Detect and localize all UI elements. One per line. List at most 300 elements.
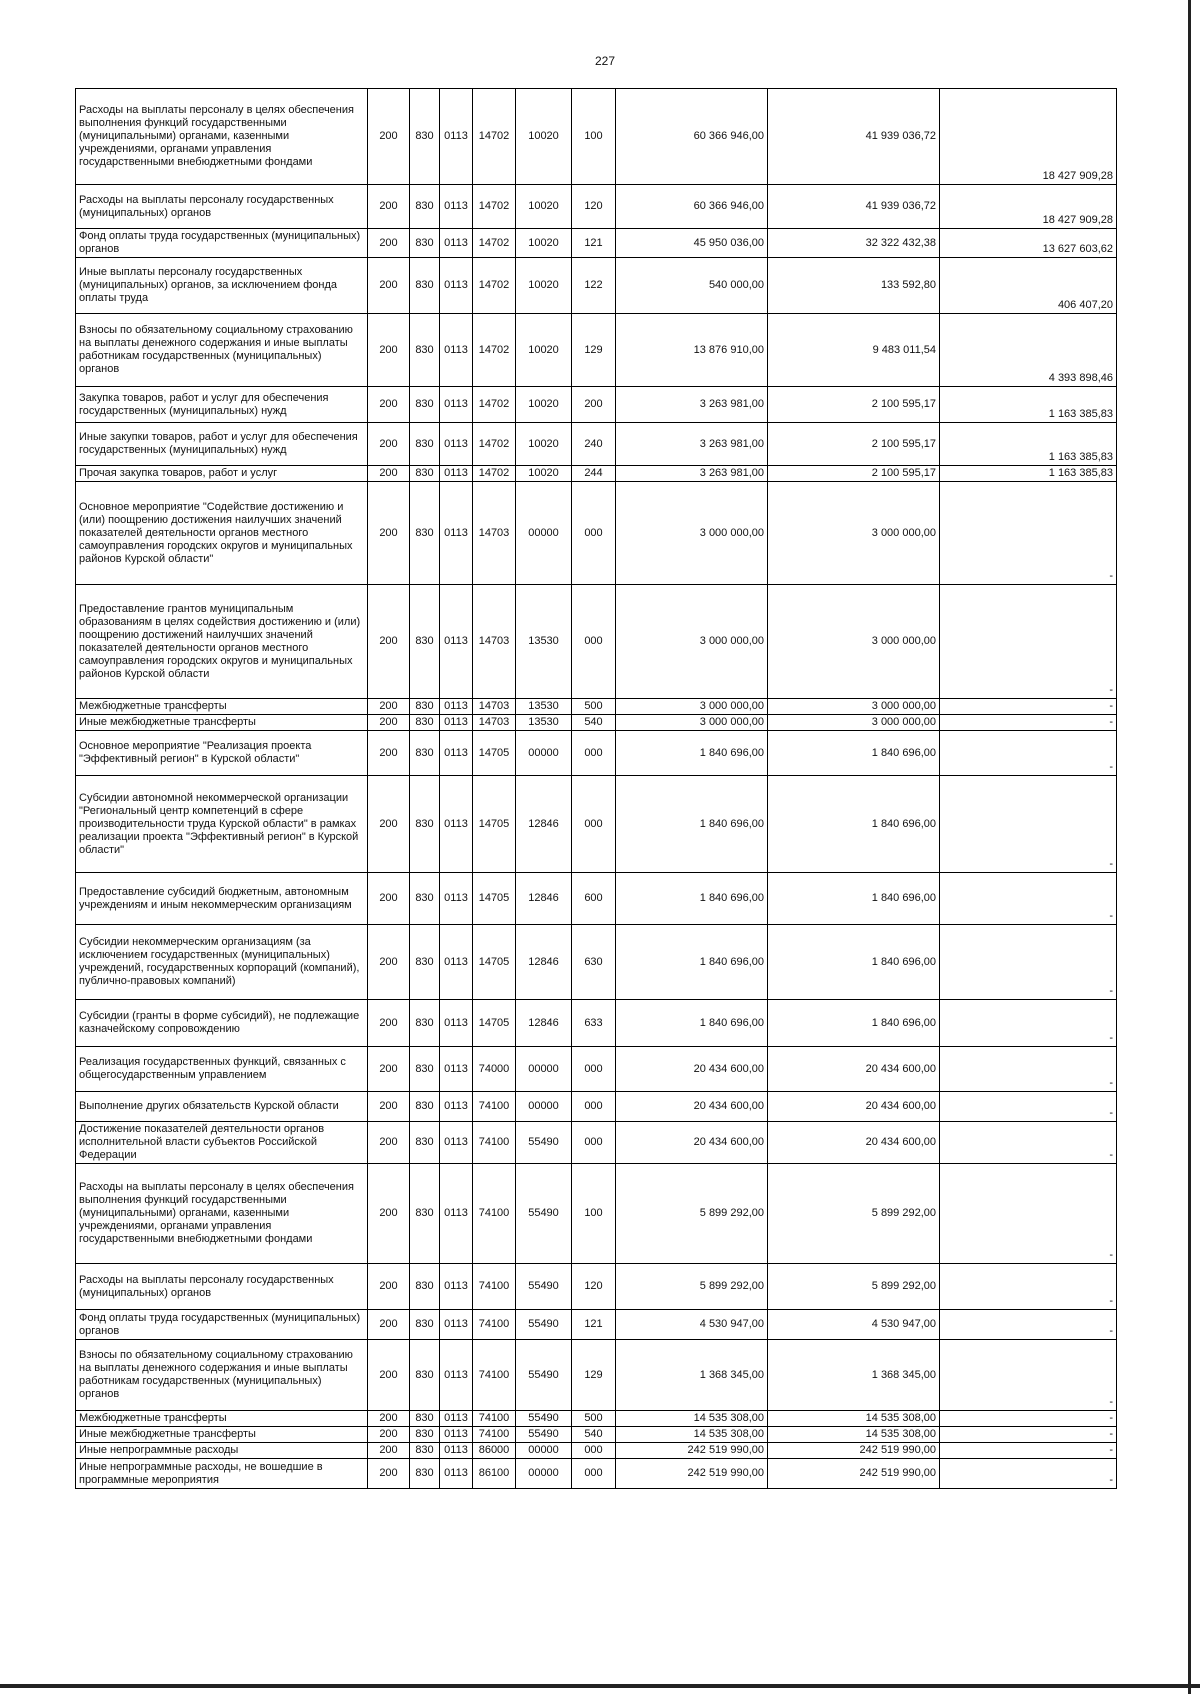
chapter-code-cell: 830: [410, 1047, 440, 1092]
table-row: [76, 185, 1117, 229]
direction-code-cell: 00000: [516, 1047, 572, 1092]
section-code-cell: 0113: [440, 185, 473, 229]
chapter-code-cell: 830: [410, 925, 440, 1000]
section-code-cell: 0113: [440, 585, 473, 699]
expense-type-cell: 000: [572, 585, 616, 699]
table-row: [76, 1047, 1117, 1092]
remainder-amount-cell: -: [940, 1310, 1117, 1340]
approved-amount-cell: 5 899 292,00: [616, 1164, 768, 1264]
remainder-amount-cell: -: [940, 776, 1117, 873]
table-row: [76, 1092, 1117, 1122]
program-code-cell: 74100: [473, 1411, 516, 1427]
program-code-cell: 14703: [473, 482, 516, 585]
page-number: 227: [594, 54, 616, 68]
executed-amount-cell: 3 000 000,00: [768, 699, 940, 715]
program-code-cell: 14705: [473, 1000, 516, 1047]
expense-type-cell: 000: [572, 1443, 616, 1459]
section-code-cell: 0113: [440, 925, 473, 1000]
executed-amount-cell: 242 519 990,00: [768, 1443, 940, 1459]
chapter-code-cell: 830: [410, 873, 440, 925]
chapter-code-cell: 830: [410, 699, 440, 715]
program-code-cell: 74100: [473, 1427, 516, 1443]
table-row: [76, 1459, 1117, 1489]
row-name-cell: Субсидии (гранты в форме субсидий), не подлежащие казначейскому сопровождению: [76, 1000, 368, 1047]
chapter-code-cell: 830: [410, 229, 440, 258]
chapter-code-cell: 830: [410, 423, 440, 466]
chapter-code-cell: 830: [410, 482, 440, 585]
direction-code-cell: 10020: [516, 314, 572, 387]
expense-type-cell: 240: [572, 423, 616, 466]
row-name-cell: Прочая закупка товаров, работ и услуг: [76, 466, 368, 482]
direction-code-cell: 10020: [516, 185, 572, 229]
table-row: [76, 1340, 1117, 1411]
direction-code-cell: 10020: [516, 387, 572, 423]
table-row: [76, 466, 1117, 482]
chapter-code-cell: 830: [410, 314, 440, 387]
approved-amount-cell: 3 263 981,00: [616, 466, 768, 482]
direction-code-cell: 00000: [516, 1443, 572, 1459]
executed-amount-cell: 1 840 696,00: [768, 873, 940, 925]
expense-type-cell: 120: [572, 185, 616, 229]
remainder-amount-cell: 406 407,20: [940, 258, 1117, 314]
approved-amount-cell: 242 519 990,00: [616, 1459, 768, 1489]
admin-code-cell: 200: [368, 731, 410, 776]
admin-code-cell: 200: [368, 925, 410, 1000]
admin-code-cell: 200: [368, 89, 410, 185]
chapter-code-cell: 830: [410, 1340, 440, 1411]
expense-type-cell: 200: [572, 387, 616, 423]
approved-amount-cell: 60 366 946,00: [616, 185, 768, 229]
direction-code-cell: 55490: [516, 1164, 572, 1264]
admin-code-cell: 200: [368, 776, 410, 873]
remainder-amount-cell: -: [940, 715, 1117, 731]
approved-amount-cell: 1 840 696,00: [616, 873, 768, 925]
direction-code-cell: 10020: [516, 466, 572, 482]
remainder-amount-cell: -: [940, 873, 1117, 925]
section-code-cell: 0113: [440, 482, 473, 585]
direction-code-cell: 13530: [516, 715, 572, 731]
row-name-cell: Достижение показателей деятельности органов исполнительной власти субъектов Российской Федерации: [76, 1122, 368, 1164]
row-name-cell: Взносы по обязательному социальному страхованию на выплаты денежного содержания и иные выплаты работникам государственных (муниципальных) органов: [76, 1340, 368, 1411]
expense-type-cell: 121: [572, 1310, 616, 1340]
budget-table-body: [76, 89, 1117, 1489]
executed-amount-cell: 2 100 595,17: [768, 423, 940, 466]
program-code-cell: 14702: [473, 229, 516, 258]
admin-code-cell: 200: [368, 314, 410, 387]
admin-code-cell: 200: [368, 482, 410, 585]
approved-amount-cell: 3 263 981,00: [616, 387, 768, 423]
table-row: [76, 715, 1117, 731]
approved-amount-cell: 3 000 000,00: [616, 699, 768, 715]
direction-code-cell: 00000: [516, 482, 572, 585]
program-code-cell: 74100: [473, 1122, 516, 1164]
section-code-cell: 0113: [440, 1047, 473, 1092]
executed-amount-cell: 41 939 036,72: [768, 185, 940, 229]
direction-code-cell: 10020: [516, 423, 572, 466]
expense-type-cell: 630: [572, 925, 616, 1000]
table-row: [76, 731, 1117, 776]
row-name-cell: Предоставление грантов муниципальным образованиям в целях содействия достижению и (или) поощрению достижений наилучших значений показателей деятельности органов местного самоуправления городских округов и муниципальных районов Курской области: [76, 585, 368, 699]
row-name-cell: Расходы на выплаты персоналу в целях обеспечения выполнения функций государственными (муниципальными) органами, казенными учреждениями, органами управления государственными внебюджетными фондами: [76, 89, 368, 185]
section-code-cell: 0113: [440, 1340, 473, 1411]
admin-code-cell: 200: [368, 258, 410, 314]
table-row: [76, 699, 1117, 715]
approved-amount-cell: 1 840 696,00: [616, 1000, 768, 1047]
executed-amount-cell: 242 519 990,00: [768, 1459, 940, 1489]
direction-code-cell: 55490: [516, 1427, 572, 1443]
expense-type-cell: 129: [572, 314, 616, 387]
approved-amount-cell: 13 876 910,00: [616, 314, 768, 387]
executed-amount-cell: 5 899 292,00: [768, 1164, 940, 1264]
approved-amount-cell: 45 950 036,00: [616, 229, 768, 258]
remainder-amount-cell: -: [940, 1164, 1117, 1264]
chapter-code-cell: 830: [410, 466, 440, 482]
program-code-cell: 14702: [473, 466, 516, 482]
program-code-cell: 14702: [473, 258, 516, 314]
section-code-cell: 0113: [440, 731, 473, 776]
remainder-amount-cell: -: [940, 1264, 1117, 1310]
executed-amount-cell: 32 322 432,38: [768, 229, 940, 258]
program-code-cell: 14703: [473, 715, 516, 731]
section-code-cell: 0113: [440, 387, 473, 423]
remainder-amount-cell: -: [940, 1092, 1117, 1122]
chapter-code-cell: 830: [410, 1092, 440, 1122]
table-row: [76, 387, 1117, 423]
admin-code-cell: 200: [368, 423, 410, 466]
section-code-cell: 0113: [440, 1122, 473, 1164]
row-name-cell: Предоставление субсидий бюджетным, автономным учреждениям и иным некоммерческим организациям: [76, 873, 368, 925]
row-name-cell: Межбюджетные трансферты: [76, 699, 368, 715]
direction-code-cell: 12846: [516, 1000, 572, 1047]
program-code-cell: 14705: [473, 925, 516, 1000]
remainder-amount-cell: 1 163 385,83: [940, 466, 1117, 482]
expense-type-cell: 540: [572, 1427, 616, 1443]
admin-code-cell: 200: [368, 1092, 410, 1122]
table-row: [76, 873, 1117, 925]
table-row: [76, 925, 1117, 1000]
approved-amount-cell: 60 366 946,00: [616, 89, 768, 185]
expense-type-cell: 129: [572, 1340, 616, 1411]
admin-code-cell: 200: [368, 1310, 410, 1340]
remainder-amount-cell: -: [940, 1047, 1117, 1092]
section-code-cell: 0113: [440, 1411, 473, 1427]
expense-type-cell: 633: [572, 1000, 616, 1047]
direction-code-cell: 10020: [516, 258, 572, 314]
section-code-cell: 0113: [440, 776, 473, 873]
row-name-cell: Реализация государственных функций, связанных с общегосударственным управлением: [76, 1047, 368, 1092]
row-name-cell: Иные непрограммные расходы, не вошедшие в программные мероприятия: [76, 1459, 368, 1489]
program-code-cell: 74000: [473, 1047, 516, 1092]
remainder-amount-cell: -: [940, 731, 1117, 776]
direction-code-cell: 13530: [516, 699, 572, 715]
direction-code-cell: 55490: [516, 1122, 572, 1164]
expense-type-cell: 540: [572, 715, 616, 731]
direction-code-cell: 10020: [516, 229, 572, 258]
approved-amount-cell: 3 000 000,00: [616, 482, 768, 585]
approved-amount-cell: 20 434 600,00: [616, 1122, 768, 1164]
approved-amount-cell: 20 434 600,00: [616, 1092, 768, 1122]
scan-edge-right: [1188, 0, 1191, 1694]
executed-amount-cell: 1 840 696,00: [768, 925, 940, 1000]
chapter-code-cell: 830: [410, 731, 440, 776]
section-code-cell: 0113: [440, 699, 473, 715]
section-code-cell: 0113: [440, 715, 473, 731]
scan-edge-bottom: [0, 1684, 1200, 1688]
budget-table: [75, 88, 1117, 1489]
remainder-amount-cell: 18 427 909,28: [940, 89, 1117, 185]
row-name-cell: Выполнение других обязательств Курской области: [76, 1092, 368, 1122]
remainder-amount-cell: 1 163 385,83: [940, 423, 1117, 466]
program-code-cell: 14702: [473, 89, 516, 185]
executed-amount-cell: 9 483 011,54: [768, 314, 940, 387]
admin-code-cell: 200: [368, 1164, 410, 1264]
chapter-code-cell: 830: [410, 89, 440, 185]
chapter-code-cell: 830: [410, 1459, 440, 1489]
table-row: [76, 229, 1117, 258]
direction-code-cell: 13530: [516, 585, 572, 699]
direction-code-cell: 12846: [516, 873, 572, 925]
admin-code-cell: 200: [368, 699, 410, 715]
row-name-cell: Расходы на выплаты персоналу государственных (муниципальных) органов: [76, 185, 368, 229]
section-code-cell: 0113: [440, 466, 473, 482]
program-code-cell: 74100: [473, 1340, 516, 1411]
table-row: [76, 1164, 1117, 1264]
row-name-cell: Расходы на выплаты персоналу в целях обеспечения выполнения функций государственными (муниципальными) органами, казенными учреждениями, органами управления государственными внебюджетными фондами: [76, 1164, 368, 1264]
executed-amount-cell: 41 939 036,72: [768, 89, 940, 185]
program-code-cell: 74100: [473, 1264, 516, 1310]
executed-amount-cell: 20 434 600,00: [768, 1122, 940, 1164]
remainder-amount-cell: 13 627 603,62: [940, 229, 1117, 258]
section-code-cell: 0113: [440, 1000, 473, 1047]
direction-code-cell: 12846: [516, 925, 572, 1000]
direction-code-cell: 00000: [516, 1459, 572, 1489]
expense-type-cell: 600: [572, 873, 616, 925]
admin-code-cell: 200: [368, 1264, 410, 1310]
program-code-cell: 74100: [473, 1310, 516, 1340]
program-code-cell: 74100: [473, 1092, 516, 1122]
direction-code-cell: 55490: [516, 1264, 572, 1310]
approved-amount-cell: 3 000 000,00: [616, 715, 768, 731]
row-name-cell: Иные межбюджетные трансферты: [76, 1427, 368, 1443]
section-code-cell: 0113: [440, 89, 473, 185]
section-code-cell: 0113: [440, 1264, 473, 1310]
approved-amount-cell: 1 840 696,00: [616, 925, 768, 1000]
program-code-cell: 14705: [473, 731, 516, 776]
executed-amount-cell: 5 899 292,00: [768, 1264, 940, 1310]
remainder-amount-cell: 18 427 909,28: [940, 185, 1117, 229]
remainder-amount-cell: -: [940, 482, 1117, 585]
approved-amount-cell: 1 840 696,00: [616, 776, 768, 873]
expense-type-cell: 500: [572, 1411, 616, 1427]
row-name-cell: Закупка товаров, работ и услуг для обеспечения государственных (муниципальных) нужд: [76, 387, 368, 423]
chapter-code-cell: 830: [410, 776, 440, 873]
remainder-amount-cell: -: [940, 1427, 1117, 1443]
program-code-cell: 14703: [473, 699, 516, 715]
admin-code-cell: 200: [368, 1122, 410, 1164]
row-name-cell: Субсидии некоммерческим организациям (за исключением государственных (муниципальных) учреждений, государственных корпораций (компаний), публично-правовых компаний): [76, 925, 368, 1000]
executed-amount-cell: 3 000 000,00: [768, 482, 940, 585]
executed-amount-cell: 1 840 696,00: [768, 1000, 940, 1047]
row-name-cell: Иные непрограммные расходы: [76, 1443, 368, 1459]
expense-type-cell: 120: [572, 1264, 616, 1310]
row-name-cell: Основное мероприятие "Реализация проекта "Эффективный регион" в Курской области": [76, 731, 368, 776]
table-row: [76, 585, 1117, 699]
approved-amount-cell: 20 434 600,00: [616, 1047, 768, 1092]
expense-type-cell: 000: [572, 1459, 616, 1489]
approved-amount-cell: 5 899 292,00: [616, 1264, 768, 1310]
executed-amount-cell: 3 000 000,00: [768, 715, 940, 731]
remainder-amount-cell: 1 163 385,83: [940, 387, 1117, 423]
program-code-cell: 14702: [473, 185, 516, 229]
row-name-cell: Взносы по обязательному социальному страхованию на выплаты денежного содержания и иные выплаты работникам государственных (муниципальных) органов: [76, 314, 368, 387]
row-name-cell: Иные межбюджетные трансферты: [76, 715, 368, 731]
program-code-cell: 14705: [473, 873, 516, 925]
table-row: [76, 423, 1117, 466]
direction-code-cell: 12846: [516, 776, 572, 873]
admin-code-cell: 200: [368, 466, 410, 482]
direction-code-cell: 00000: [516, 731, 572, 776]
approved-amount-cell: 3 000 000,00: [616, 585, 768, 699]
row-name-cell: Иные выплаты персоналу государственных (муниципальных) органов, за исключением фонда оплаты труда: [76, 258, 368, 314]
executed-amount-cell: 3 000 000,00: [768, 585, 940, 699]
table-row: [76, 1411, 1117, 1427]
table-row: [76, 1000, 1117, 1047]
direction-code-cell: 00000: [516, 1092, 572, 1122]
remainder-amount-cell: 4 393 898,46: [940, 314, 1117, 387]
row-name-cell: Фонд оплаты труда государственных (муниципальных) органов: [76, 229, 368, 258]
admin-code-cell: 200: [368, 1427, 410, 1443]
expense-type-cell: 000: [572, 731, 616, 776]
approved-amount-cell: 540 000,00: [616, 258, 768, 314]
remainder-amount-cell: -: [940, 1000, 1117, 1047]
admin-code-cell: 200: [368, 229, 410, 258]
admin-code-cell: 200: [368, 1000, 410, 1047]
chapter-code-cell: 830: [410, 1411, 440, 1427]
table-row: [76, 1427, 1117, 1443]
chapter-code-cell: 830: [410, 1000, 440, 1047]
table-row: [76, 89, 1117, 185]
executed-amount-cell: 20 434 600,00: [768, 1092, 940, 1122]
remainder-amount-cell: -: [940, 699, 1117, 715]
table-row: [76, 1443, 1117, 1459]
table-row: [76, 1264, 1117, 1310]
approved-amount-cell: 1 368 345,00: [616, 1340, 768, 1411]
table-row: [76, 1310, 1117, 1340]
approved-amount-cell: 4 530 947,00: [616, 1310, 768, 1340]
expense-type-cell: 244: [572, 466, 616, 482]
program-code-cell: 74100: [473, 1164, 516, 1264]
expense-type-cell: 000: [572, 776, 616, 873]
table-row: [76, 776, 1117, 873]
expense-type-cell: 000: [572, 482, 616, 585]
expense-type-cell: 000: [572, 1047, 616, 1092]
expense-type-cell: 100: [572, 1164, 616, 1264]
admin-code-cell: 200: [368, 387, 410, 423]
section-code-cell: 0113: [440, 258, 473, 314]
chapter-code-cell: 830: [410, 387, 440, 423]
executed-amount-cell: 2 100 595,17: [768, 466, 940, 482]
chapter-code-cell: 830: [410, 1164, 440, 1264]
remainder-amount-cell: -: [940, 1340, 1117, 1411]
admin-code-cell: 200: [368, 1459, 410, 1489]
direction-code-cell: 55490: [516, 1411, 572, 1427]
chapter-code-cell: 830: [410, 185, 440, 229]
direction-code-cell: 55490: [516, 1310, 572, 1340]
row-name-cell: Межбюджетные трансферты: [76, 1411, 368, 1427]
admin-code-cell: 200: [368, 585, 410, 699]
program-code-cell: 86100: [473, 1459, 516, 1489]
chapter-code-cell: 830: [410, 1122, 440, 1164]
program-code-cell: 14702: [473, 314, 516, 387]
remainder-amount-cell: -: [940, 1443, 1117, 1459]
table-row: [76, 1122, 1117, 1164]
executed-amount-cell: 14 535 308,00: [768, 1411, 940, 1427]
chapter-code-cell: 830: [410, 258, 440, 314]
row-name-cell: Фонд оплаты труда государственных (муниципальных) органов: [76, 1310, 368, 1340]
expense-type-cell: 122: [572, 258, 616, 314]
chapter-code-cell: 830: [410, 715, 440, 731]
admin-code-cell: 200: [368, 1443, 410, 1459]
executed-amount-cell: 14 535 308,00: [768, 1427, 940, 1443]
section-code-cell: 0113: [440, 873, 473, 925]
direction-code-cell: 10020: [516, 89, 572, 185]
expense-type-cell: 500: [572, 699, 616, 715]
admin-code-cell: 200: [368, 1411, 410, 1427]
expense-type-cell: 100: [572, 89, 616, 185]
executed-amount-cell: 1 840 696,00: [768, 731, 940, 776]
expense-type-cell: 000: [572, 1122, 616, 1164]
row-name-cell: Основное мероприятие "Содействие достижению и (или) поощрению достижения наилучших значений показателей деятельности органов местного самоуправления городских округов и муниципальных районов Курской области": [76, 482, 368, 585]
section-code-cell: 0113: [440, 1459, 473, 1489]
remainder-amount-cell: -: [940, 1459, 1117, 1489]
executed-amount-cell: 20 434 600,00: [768, 1047, 940, 1092]
approved-amount-cell: 1 840 696,00: [616, 731, 768, 776]
remainder-amount-cell: -: [940, 1122, 1117, 1164]
section-code-cell: 0113: [440, 1443, 473, 1459]
remainder-amount-cell: -: [940, 585, 1117, 699]
admin-code-cell: 200: [368, 185, 410, 229]
executed-amount-cell: 2 100 595,17: [768, 387, 940, 423]
section-code-cell: 0113: [440, 1092, 473, 1122]
executed-amount-cell: 1 840 696,00: [768, 776, 940, 873]
row-name-cell: Иные закупки товаров, работ и услуг для обеспечения государственных (муниципальных) нужд: [76, 423, 368, 466]
section-code-cell: 0113: [440, 229, 473, 258]
admin-code-cell: 200: [368, 715, 410, 731]
approved-amount-cell: 242 519 990,00: [616, 1443, 768, 1459]
chapter-code-cell: 830: [410, 1310, 440, 1340]
approved-amount-cell: 14 535 308,00: [616, 1427, 768, 1443]
chapter-code-cell: 830: [410, 1427, 440, 1443]
program-code-cell: 14702: [473, 387, 516, 423]
program-code-cell: 14705: [473, 776, 516, 873]
program-code-cell: 14702: [473, 423, 516, 466]
program-code-cell: 14703: [473, 585, 516, 699]
program-code-cell: 86000: [473, 1443, 516, 1459]
chapter-code-cell: 830: [410, 585, 440, 699]
expense-type-cell: 121: [572, 229, 616, 258]
approved-amount-cell: 14 535 308,00: [616, 1411, 768, 1427]
admin-code-cell: 200: [368, 1047, 410, 1092]
section-code-cell: 0113: [440, 314, 473, 387]
approved-amount-cell: 3 263 981,00: [616, 423, 768, 466]
section-code-cell: 0113: [440, 1310, 473, 1340]
table-row: [76, 258, 1117, 314]
executed-amount-cell: 133 592,80: [768, 258, 940, 314]
section-code-cell: 0113: [440, 423, 473, 466]
section-code-cell: 0113: [440, 1164, 473, 1264]
chapter-code-cell: 830: [410, 1264, 440, 1310]
admin-code-cell: 200: [368, 1340, 410, 1411]
